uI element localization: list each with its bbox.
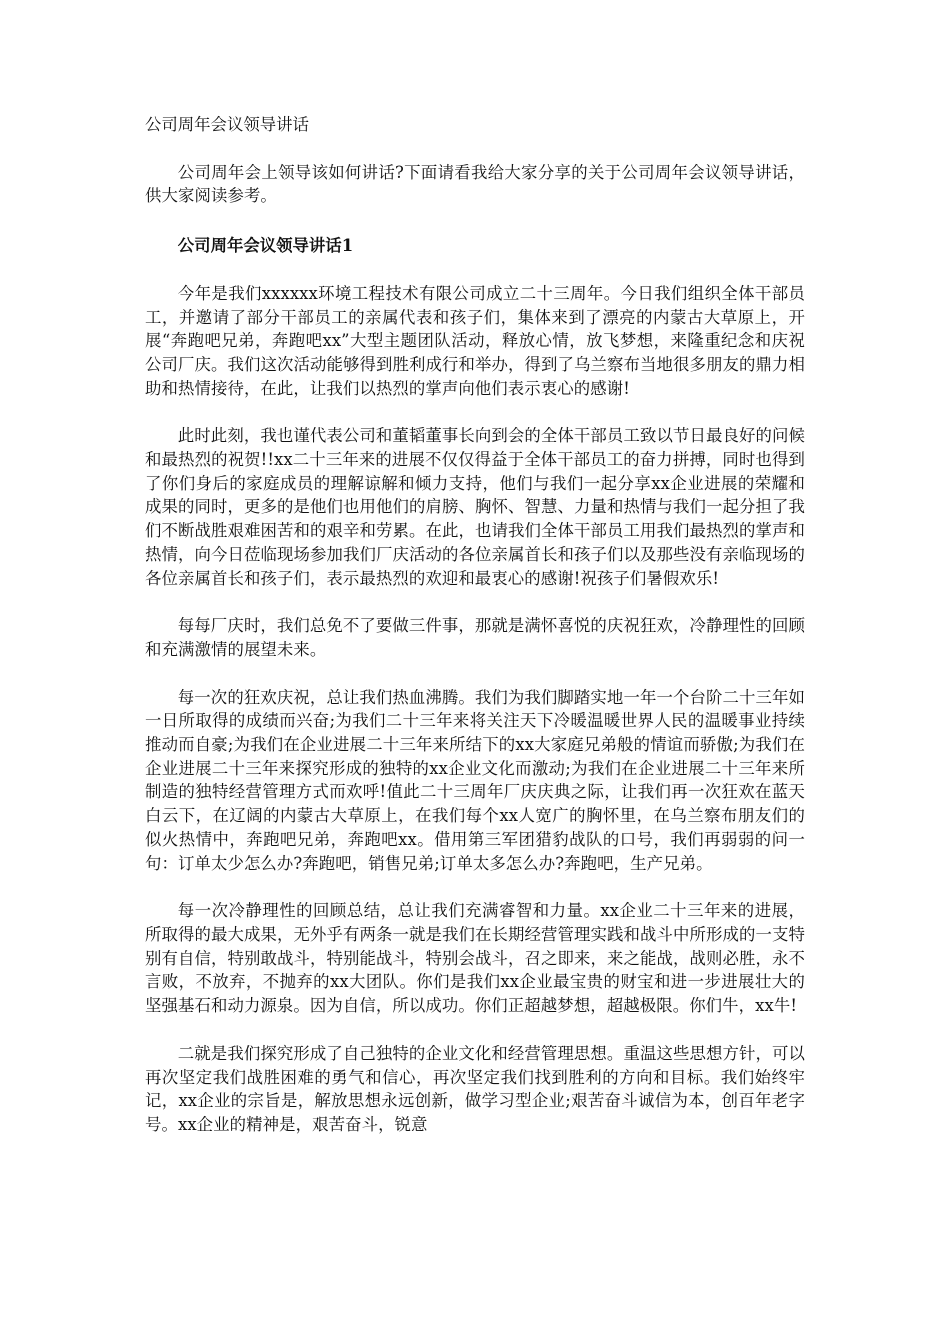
body-paragraph-2: 此时此刻，我也谨代表公司和董韬董事长向到会的全体干部员工致以节日最良好的问候和最热烈的祝贺!!xx二十三年来的进展不仅仅得益于全体干部员工的奋力拼搏，同时也得到了你们身后的家庭成员的理解谅解和倾力支持，他们与我们一起分享xx企业进展的荣耀和成果的同时，更多的是他们也用他们的肩膀、胸怀、智慧、力量和热情与我们一起分担了我们不断战胜艰难困苦和的艰辛和劳累。在此，也请我们全体干部员工用我们最热烈的掌声和热情，向今日莅临现场参加我们厂庆活动的各位亲属首长和孩子们以及那些没有亲临现场的各位亲属首长和孩子们，表示最热烈的欢迎和最衷心的感谢!祝孩子们暑假欢乐! <box>145 426 805 588</box>
section-heading: 公司周年会议领导讲话1 <box>177 236 354 256</box>
body-paragraph-5: 每一次冷静理性的回顾总结，总让我们充满睿智和力量。xx企业二十三年来的进展，所取得的最大成果，无外乎有两条一就是我们在长期经营管理实践和战斗中所形成的一支特别有自信，特别敢战斗，特别能战斗，特别会战斗，召之即来，来之能战，战则必胜，永不言败，不放弃，不抛弃的xx大团队。你们是我们xx企业最宝贵的财宝和进一步进展壮大的坚强基石和动力源泉。因为自信，所以成功。你们正超越梦想，超越极限。你们牛，xx牛! <box>145 901 805 1016</box>
intro-paragraph: 公司周年会上领导该如何讲话?下面请看我给大家分享的关于公司周年会议领导讲话，供大家阅读参考。 <box>145 162 805 206</box>
document-title: 公司周年会议领导讲话 <box>145 115 309 134</box>
body-paragraph-3: 每每厂庆时，我们总免不了要做三件事，那就是满怀喜悦的庆祝狂欢，冷静理性的回顾和充满激情的展望未来。 <box>145 616 805 659</box>
document-page <box>145 113 805 1137</box>
body-paragraph-6: 二就是我们探究形成了自己独特的企业文化和经营管理思想。重温这些思想方针，可以再次坚定我们战胜困难的勇气和信心，再次坚定我们找到胜利的方向和目标。我们始终牢记，xx企业的宗旨是，解放思想永远创新，做学习型企业;艰苦奋斗诚信为本，创百年老字号。xx企业的精神是，艰苦奋斗，锐意 <box>145 1043 805 1134</box>
body-paragraph-1: 今年是我们xxxxxx环境工程技术有限公司成立二十三周年。今日我们组织全体干部员工，并邀请了部分干部员工的亲属代表和孩子们，集体来到了漂亮的内蒙古大草原上，开展“奔跑吧兄弟，奔跑吧xx”大型主题团队活动，释放心情，放飞梦想，来隆重纪念和庆祝公司厂庆。我们这次活动能够得到胜利成行和举办，得到了乌兰察布当地很多朋友的鼎力相助和热情接待，在此，让我们以热烈的掌声向他们表示衷心的感谢! <box>145 283 805 398</box>
body-paragraph-4: 每一次的狂欢庆祝，总让我们热血沸腾。我们为我们脚踏实地一年一个台阶二十三年如一日所取得的成绩而兴奋;为我们二十三年来将关注天下冷暖温暖世界人民的温暖事业持续推动而自豪;为我们在企业进展二十三年来所结下的xx大家庭兄弟般的情谊而骄傲;为我们在企业进展二十三年来探究形成的独特的xx企业文化而激动;为我们在企业进展二十三年来所制造的独特经营管理方式而欢呼!值此二十三周年厂庆庆典之际，让我们再一次狂欢在蓝天白云下，在辽阔的内蒙古大草原上，在我们每个xx人宽广的胸怀里，在乌兰察布朋友们的似火热情中，奔跑吧兄弟，奔跑吧xx。借用第三军团猎豹战队的口号，我们再弱弱的问一句：订单太少怎么办?奔跑吧，销售兄弟;订单太多怎么办?奔跑吧，生产兄弟。 <box>145 687 805 873</box>
